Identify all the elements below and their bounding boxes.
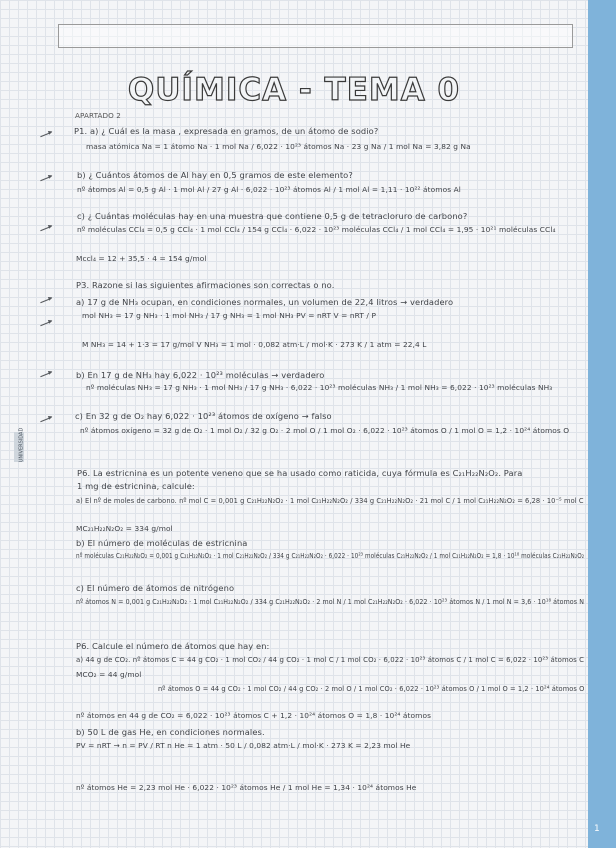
p3b-equation: nº moléculas NH₃ = 17 g NH₃ · 1 mol NH₃ / 17 g NH₃ · 6,022 · 10²³ moléculas NH₃ / 1 mol NH₃ = 6,022 · 10²³ moléculas NH₃ bbox=[86, 383, 553, 392]
margin-arrow bbox=[40, 176, 52, 181]
p6e-question: b) 50 L de gas He, en condiciones normales. bbox=[76, 727, 265, 737]
p3-question: P3. Razone si las siguientes afirmaciones son correctas o no. bbox=[76, 280, 335, 290]
p1c-equation: nº moléculas CCl₄ = 0,5 g CCl₄ · 1 mol CCl₄ / 154 g CCl₄ · 6,022 · 10²³ moléculas CCl₄ / 1 mol CCl₄ = 1,95 · 10²¹ moléculas CCl₄ bbox=[77, 225, 556, 234]
p6d-molar-mass: MCO₂ = 44 g/mol bbox=[76, 670, 142, 679]
p1a-question: P1. a) ¿ Cuál es la masa , expresada en gramos, de un átomo de sodio? bbox=[74, 126, 379, 136]
p3b-question: b) En 17 g de NH₃ hay 6,022 · 10²³ moléculas → verdadero bbox=[76, 370, 325, 380]
p6c-equation: nº átomos N = 0,001 g C₂₁H₂₂N₂O₂ · 1 mol C₂₁H₂₂N₂O₂ / 334 g C₂₁H₂₂N₂O₂ · 2 mol N / 1 mol C₂₁H₂₂N₂O₂ · 6,022 · 10²³ átomos N / 1 mol N = 3,6 · 10¹⁸ átomos N bbox=[76, 597, 584, 606]
margin-arrow bbox=[40, 226, 52, 231]
p6-question-2: 1 mg de estricnina, calcule: bbox=[77, 481, 195, 491]
section-label: APARTADO 2 bbox=[75, 111, 121, 120]
side-tag-label: UNIVERSIDAD bbox=[18, 427, 25, 463]
margin-arrow bbox=[40, 132, 52, 137]
margin-arrow bbox=[40, 372, 52, 377]
p6d-question: P6. Calcule el número de átomos que hay en: bbox=[76, 641, 270, 651]
p3a-question: a) 17 g de NH₃ ocupan, en condiciones normales, un volumen de 22,4 litros → verdadero bbox=[76, 297, 454, 307]
p6a-molar-mass: MC₂₁H₂₂N₂O₂ = 334 g/mol bbox=[76, 524, 173, 533]
p1b-question: b) ¿ Cuántos átomos de Al hay en 0,5 gramos de este elemento? bbox=[77, 170, 353, 180]
p6d-oxygen: nº átomos O = 44 g CO₂ · 1 mol CO₂ / 44 g CO₂ · 2 mol O / 1 mol CO₂ · 6,022 · 10²³ átomos O / 1 mol O = 1,2 · 10²⁴ átomos O bbox=[158, 684, 585, 693]
p6e-equation: PV = nRT → n = PV / RT n He = 1 atm · 50 L / 0,082 atm·L / mol·K · 273 K = 2,23 mol He bbox=[76, 741, 411, 750]
side-tag bbox=[14, 427, 25, 463]
p1a-equation: masa atómica Na = 1 átomo Na · 1 mol Na / 6,022 · 10²³ átomos Na · 23 g Na / 1 mol Na = 3,82 g Na bbox=[86, 142, 471, 151]
p6-question-1: P6. La estricnina es un potente veneno que se ha usado como raticida, cuya fórmula es C₂₁H₂₂N₂O₂. Para bbox=[77, 468, 523, 478]
p6c-question: c) El número de átomos de nitrógeno bbox=[76, 583, 235, 593]
p1b-equation: nº átomos Al = 0,5 g Al · 1 mol Al / 27 g Al · 6,022 · 10²³ átomos Al / 1 mol Al = 1,11 · 10²² átomos Al bbox=[77, 185, 461, 194]
header-box bbox=[58, 24, 573, 48]
p6e-result: nº átomos He = 2,23 mol He · 6,022 · 10²³ átomos He / 1 mol He = 1,34 · 10²⁴ átomos He bbox=[76, 783, 417, 792]
p1c-question: c) ¿ Cuántas moléculas hay en una muestra que contiene 0,5 g de tetracloruro de carbono? bbox=[77, 211, 468, 221]
p3c-question: c) En 32 g de O₂ hay 6,022 · 10²³ átomos de oxígeno → falso bbox=[75, 411, 332, 421]
p6b-equation: nº moléculas C₂₁H₂₂N₂O₂ = 0,001 g C₂₁H₂₂N₂O₂ · 1 mol C₂₁H₂₂N₂O₂ / 334 g C₂₁H₂₂N₂O₂ · 6,022 · 10²³ moléculas C₂₁H₂₂N₂O₂ / 1 mol C₂₁H₂₂N₂O₂ = 1,8 · 10¹⁸ moléculas C₂₁H₂₂N₂O₂ bbox=[76, 551, 585, 560]
p6b-question: b) El número de moléculas de estricnina bbox=[76, 538, 248, 548]
p3a-molar-mass: M NH₃ = 14 + 1·3 = 17 g/mol V NH₃ = 1 mol · 0,082 atm·L / mol·K · 273 K / 1 atm = 22,4 L bbox=[82, 340, 427, 349]
page-title: QUÍMICA - TEMA 0 bbox=[127, 72, 461, 108]
margin-arrow bbox=[40, 321, 52, 326]
margin-arrow bbox=[40, 417, 52, 422]
page-number: 1 bbox=[594, 824, 600, 834]
p6a-equation: a) El nº de moles de carbono. nº mol C = 0,001 g C₂₁H₂₂N₂O₂ · 1 mol C₂₁H₂₂N₂O₂ / 334 g C₂₁H₂₂N₂O₂ · 21 mol C / 1 mol C₂₁H₂₂N₂O₂ = 6,28 · 10⁻⁵ mol C bbox=[76, 496, 584, 505]
p3a-equation: mol NH₃ = 17 g NH₃ · 1 mol NH₃ / 17 g NH₃ = 1 mol NH₃ PV = nRT V = nRT / P bbox=[82, 311, 377, 320]
p6d-total: nº átomos en 44 g de CO₂ = 6,022 · 10²³ átomos C + 1,2 · 10²⁴ átomos O = 1,8 · 10²⁴ átomos bbox=[76, 711, 432, 720]
p3c-equation: nº átomos oxígeno = 32 g de O₂ · 1 mol O₂ / 32 g O₂ · 2 mol O / 1 mol O₂ · 6,022 · 10²³ átomos O / 1 mol O = 1,2 · 10²⁴ átomos O bbox=[80, 426, 570, 435]
p6d-carbon: a) 44 g de CO₂. nº átomos C = 44 g CO₂ · 1 mol CO₂ / 44 g CO₂ · 1 mol C / 1 mol CO₂ · 6,022 · 10²³ átomos C / 1 mol C = 6,022 · 10²³ átomos C bbox=[76, 655, 585, 664]
margin-arrow bbox=[40, 298, 52, 303]
p1c-molar-mass: Mccl₄ = 12 + 35,5 · 4 = 154 g/mol bbox=[76, 254, 207, 263]
margin-band bbox=[588, 0, 616, 848]
